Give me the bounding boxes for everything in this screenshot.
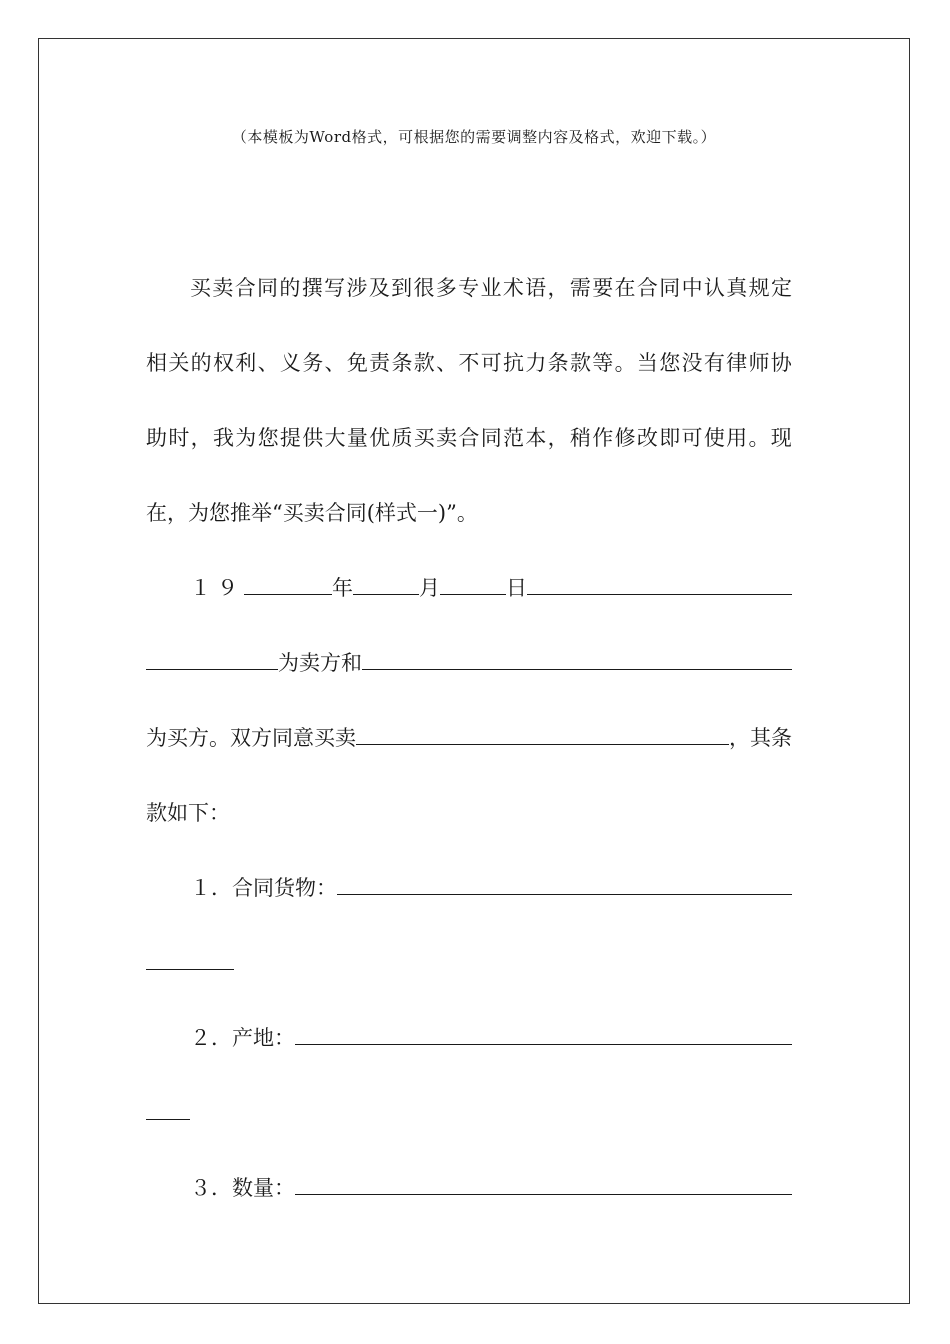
clause-goods xyxy=(146,872,792,904)
intro-char: 抗 xyxy=(503,351,524,375)
intro-char: 义 xyxy=(279,351,301,375)
intro-char: 认 xyxy=(703,276,725,300)
intro-char: 撰 xyxy=(301,276,323,300)
intro-char: 关 xyxy=(168,351,190,375)
intro-char: 质 xyxy=(391,426,413,450)
intro-char: 中 xyxy=(681,276,703,300)
intro-char: 卖 xyxy=(212,276,234,300)
intro-char: 定 xyxy=(770,276,792,300)
intro-char: 利 xyxy=(235,351,257,375)
template-note: （本模板为Word格式，可根据您的需要调整内容及格式，欢迎下载。） xyxy=(231,128,717,146)
intro-char: 、 xyxy=(257,351,279,375)
goods-field-continued[interactable] xyxy=(146,947,234,970)
intro-char: 师 xyxy=(748,351,770,375)
intro-char: 、 xyxy=(324,351,346,375)
intro-char: 同 xyxy=(257,276,279,300)
intro-char: 量 xyxy=(346,426,368,450)
intro-char: 即 xyxy=(659,426,681,450)
intro-text: 在，为您推举“买卖合同(样式一)”。 xyxy=(146,501,478,525)
intro-char: 等 xyxy=(592,351,614,375)
goods-field[interactable] xyxy=(337,872,792,895)
intro-char: 涉 xyxy=(346,276,368,300)
intro-char: 买 xyxy=(413,426,435,450)
clause-label: １．合同货物： xyxy=(190,876,337,900)
intro-char: ， xyxy=(547,276,569,300)
date-trailing-blank[interactable] xyxy=(527,572,792,595)
terms-label: ，其条 xyxy=(729,726,792,750)
intro-char: 为 xyxy=(235,426,257,450)
intro-char: 力 xyxy=(525,351,547,375)
intro-char: 卖 xyxy=(436,426,458,450)
intro-char: 您 xyxy=(257,426,279,450)
intro-char: 修 xyxy=(614,426,636,450)
intro-char: 到 xyxy=(391,276,413,300)
intro-char: 权 xyxy=(212,351,234,375)
intro-char: 可 xyxy=(681,426,703,450)
intro-char: 。 xyxy=(748,426,770,450)
intro-line-3 xyxy=(146,422,792,454)
intro-line-2 xyxy=(146,347,792,379)
intro-char: 语 xyxy=(525,276,547,300)
intro-char: 写 xyxy=(324,276,346,300)
intro-char: 款 xyxy=(569,351,591,375)
intro-char: 有 xyxy=(703,351,725,375)
year-blank[interactable] xyxy=(244,572,332,595)
intro-char: 术 xyxy=(502,276,524,300)
buyer-blank[interactable] xyxy=(362,647,792,670)
date-line xyxy=(146,572,792,604)
intro-char: 业 xyxy=(480,276,502,300)
intro-char: 协 xyxy=(770,351,792,375)
intro-char: 的 xyxy=(190,351,212,375)
seller-blank[interactable] xyxy=(146,647,278,670)
intro-char: 合 xyxy=(636,276,658,300)
intro-char: 同 xyxy=(659,276,681,300)
month-blank[interactable] xyxy=(353,572,419,595)
intro-char: 没 xyxy=(681,351,703,375)
clause-origin-continued xyxy=(146,1097,792,1129)
intro-char: 大 xyxy=(324,426,346,450)
intro-char: 用 xyxy=(726,426,748,450)
intro-char: 范 xyxy=(503,426,524,450)
intro-char: 需 xyxy=(569,276,591,300)
year-label: 年 xyxy=(332,576,353,600)
clause-origin xyxy=(146,1022,792,1054)
terms-end: 款如下： xyxy=(146,801,230,825)
day-label: 日 xyxy=(506,576,527,600)
quantity-field[interactable] xyxy=(295,1172,792,1195)
goods-blank[interactable] xyxy=(356,722,729,745)
intro-line-4 xyxy=(146,497,792,529)
intro-char: 规 xyxy=(748,276,770,300)
seller-label: 为卖方和 xyxy=(278,651,362,675)
intro-char: 时 xyxy=(168,426,190,450)
intro-char: 很 xyxy=(413,276,435,300)
intro-char: 要 xyxy=(592,276,614,300)
intro-char: 优 xyxy=(369,426,391,450)
intro-line-1 xyxy=(146,272,792,304)
intro-char: 。 xyxy=(614,351,636,375)
intro-char: 务 xyxy=(302,351,324,375)
intro-char: 款 xyxy=(413,351,435,375)
day-blank[interactable] xyxy=(440,572,506,595)
intro-char: 助 xyxy=(146,426,167,450)
intro-char: 合 xyxy=(234,276,256,300)
terms-end-line xyxy=(146,797,792,829)
intro-char: 可 xyxy=(480,351,502,375)
seller-line xyxy=(146,647,792,679)
intro-char: 供 xyxy=(302,426,324,450)
intro-char: 多 xyxy=(435,276,457,300)
clause-quantity xyxy=(146,1172,792,1204)
intro-char: 在 xyxy=(614,276,636,300)
intro-char: 作 xyxy=(592,426,614,450)
intro-char: 提 xyxy=(279,426,301,450)
origin-field[interactable] xyxy=(295,1022,792,1045)
intro-char: ， xyxy=(190,426,212,450)
buyer-line xyxy=(146,722,792,754)
intro-char: 的 xyxy=(279,276,301,300)
intro-char: 条 xyxy=(391,351,413,375)
clause-goods-continued xyxy=(146,947,792,979)
intro-char: 买 xyxy=(190,276,211,300)
buyer-label: 为买方。双方同意买卖 xyxy=(146,726,356,750)
intro-char: 律 xyxy=(726,351,748,375)
clause-label: ２．产地： xyxy=(190,1026,295,1050)
intro-char: 您 xyxy=(659,351,681,375)
intro-char: 不 xyxy=(458,351,480,375)
intro-char: 专 xyxy=(458,276,480,300)
intro-char: 我 xyxy=(212,426,234,450)
intro-char: 同 xyxy=(480,426,502,450)
intro-char: 本 xyxy=(525,426,547,450)
intro-char: 相 xyxy=(146,351,167,375)
intro-char: 合 xyxy=(458,426,480,450)
intro-char: ， xyxy=(547,426,569,450)
intro-char: 真 xyxy=(726,276,748,300)
intro-char: 使 xyxy=(703,426,725,450)
intro-char: 稍 xyxy=(569,426,591,450)
intro-char: 责 xyxy=(369,351,391,375)
clause-label: ３．数量： xyxy=(190,1176,295,1200)
intro-char: 、 xyxy=(436,351,458,375)
origin-field-continued[interactable] xyxy=(146,1097,190,1120)
year-prefix: １９ xyxy=(190,576,244,600)
intro-char: 及 xyxy=(368,276,390,300)
intro-char: 现 xyxy=(770,426,792,450)
intro-char: 免 xyxy=(346,351,368,375)
intro-char: 当 xyxy=(636,351,658,375)
month-label: 月 xyxy=(419,576,440,600)
intro-char: 改 xyxy=(636,426,658,450)
intro-char: 条 xyxy=(547,351,569,375)
